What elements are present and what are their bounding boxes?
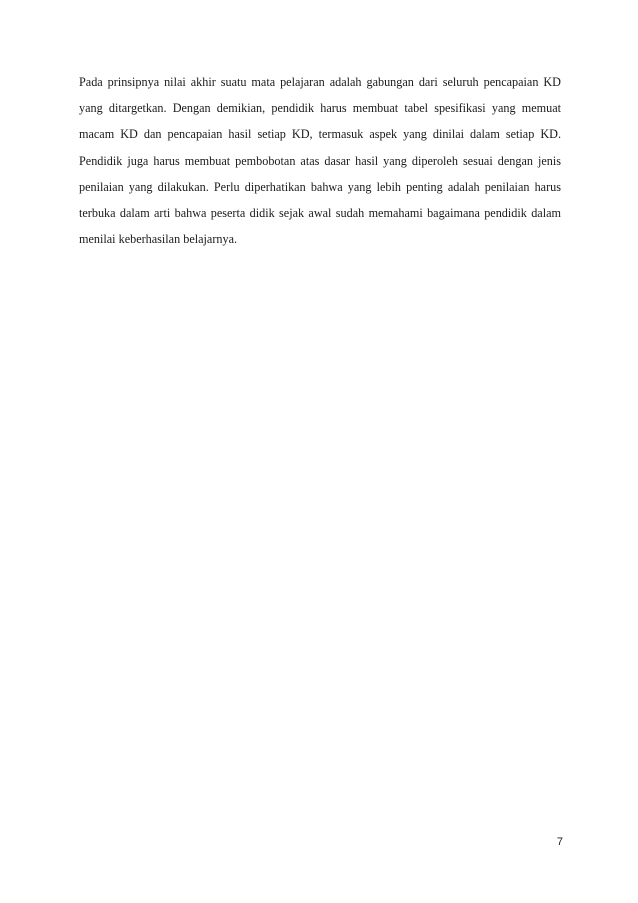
body-paragraph: Pada prinsipnya nilai akhir suatu mata pelajaran adalah gabungan dari seluruh pencapaian KD yang ditargetkan. Dengan demikian, pendidik harus membuat tabel spesifikasi yang memuat macam KD dan pencapaian hasil setiap KD, termasuk aspek yang dinilai dalam setiap KD. Pendidik juga harus membuat pembobotan atas dasar hasil yang diperoleh sesuai dengan jenis penilaian yang dilakukan. Perlu diperhatikan bahwa yang lebih penting adalah penilaian harus terbuka dalam arti bahwa peserta didik sejak awal sudah memahami bagaimana pendidik dalam menilai keberhasilan belajarnya. — [79, 75, 561, 247]
page-number: 7 — [556, 836, 563, 848]
